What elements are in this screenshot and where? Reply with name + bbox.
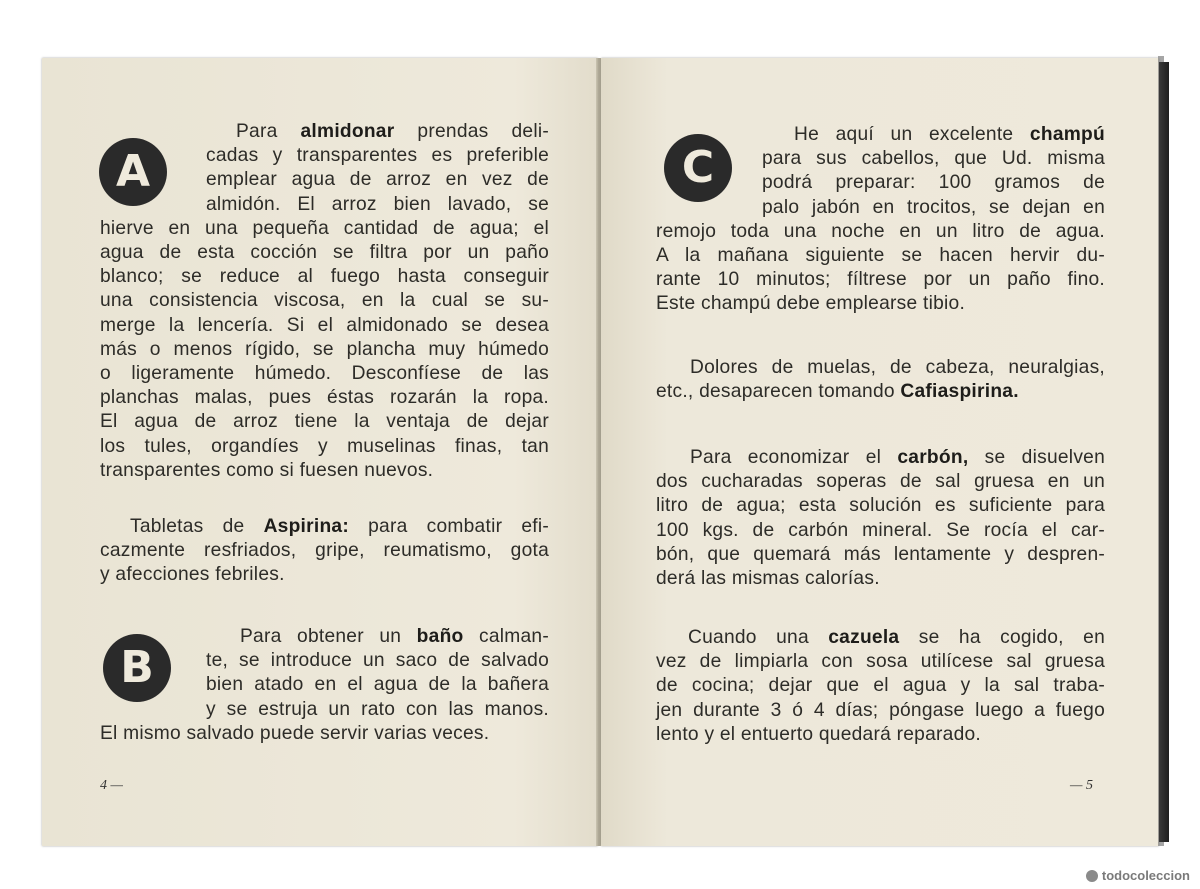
text-line: planchas malas, pues éstas rozarán la ropa. — [100, 387, 549, 409]
text-line: lento y el entuerto quedará reparado. — [656, 723, 982, 745]
text-line: merge la lencería. Si el almidonado se desea — [100, 314, 549, 336]
section-b-lines — [100, 625, 549, 746]
text-line: Cuando una cazuela se ha cogido, en — [688, 627, 1105, 648]
section-c-lines — [656, 123, 1105, 317]
text-line: Para almidonar prendas deli- — [236, 121, 549, 142]
text-line: transparentes como si fuesen nuevos. — [100, 459, 434, 481]
text-line: de cocina; dejar que el agua y la sal traba- — [656, 675, 1105, 697]
text-line: almidón. El arroz bien lavado, se — [206, 193, 549, 215]
text-line: más o menos rígido, se plancha muy húmedo — [100, 338, 549, 360]
cazuela-lines — [656, 626, 1105, 747]
text-line: agua de esta cocción se filtra por un paño — [100, 242, 549, 264]
text-line: para sus cabellos, que Ud. misma — [762, 148, 1105, 170]
section-a-text — [100, 120, 549, 483]
cazuela-text — [656, 626, 1105, 747]
text-line: palo jabón en trocitos, se dejan en — [762, 196, 1105, 218]
drop-cap-b: B — [103, 634, 171, 702]
page-number-right: — 5 — [1070, 778, 1093, 793]
text-line: A la mañana siguiente se hacen hervir du- — [656, 245, 1105, 267]
text-line: vez de limpiarla con sosa utilícese sal gruesa — [656, 651, 1105, 673]
text-line: El agua de arroz tiene la ventaja de dejar — [100, 411, 549, 433]
aspirina-text — [100, 515, 549, 588]
drop-cap-a: A — [99, 138, 167, 206]
text-line: una consistencia viscosa, en la cual se su- — [100, 290, 549, 312]
text-line: etc., desaparecen tomando Cafiaspirina. — [656, 381, 1019, 403]
cafiaspirina-lines — [656, 356, 1105, 404]
watermark-logo-icon — [1086, 870, 1098, 882]
text-line: jen durante 3 ó 4 días; póngase luego a fuego — [656, 699, 1105, 721]
text-line: El mismo salvado puede servir varias veces. — [100, 722, 490, 744]
text-line: emplear agua de arroz en vez de — [206, 169, 549, 191]
section-b-text — [100, 625, 549, 746]
text-line: 100 kgs. de carbón mineral. Se rocía el car- — [656, 519, 1105, 541]
text-line: los tules, organdíes y muselinas finas, tan — [100, 435, 549, 457]
drop-cap-c: C — [664, 134, 732, 202]
text-line: rante 10 minutos; fíltrese por un paño fino. — [656, 269, 1105, 291]
text-line: dos cucharadas soperas de sal gruesa en un — [656, 471, 1105, 493]
text-line: hierve en una pequeña cantidad de agua; el — [100, 217, 549, 239]
text-line: y se estruja un rato con las manos. — [206, 698, 549, 720]
carbon-lines — [656, 446, 1105, 591]
text-line: remojo toda una noche en un litro de agua. — [656, 220, 1105, 242]
text-line: podrá preparar: 100 gramos de — [762, 172, 1105, 194]
cafiaspirina-text — [656, 356, 1105, 404]
section-a-lines — [100, 120, 549, 483]
text-line: Dolores de muelas, de cabeza, neuralgias, — [690, 357, 1105, 378]
text-line: Tabletas de Aspirina: para combatir efi- — [130, 516, 549, 537]
text-line: derá las mismas calorías. — [656, 568, 880, 590]
carbon-text — [656, 446, 1105, 591]
text-line: bón, que quemará más lentamente y despren- — [656, 543, 1105, 565]
aspirina-lines — [100, 515, 549, 588]
text-line: bien atado en el agua de la bañera — [206, 674, 549, 696]
text-line: te, se introduce un saco de salvado — [206, 650, 549, 672]
text-line: Para obtener un baño calman- — [240, 626, 549, 647]
watermark — [1086, 868, 1190, 883]
text-line: cazmente resfriados, gripe, reumatismo, gota — [100, 540, 549, 562]
text-line: Para economizar el carbón, se disuelven — [690, 447, 1106, 468]
text-line: Este champú debe emplearse tibio. — [656, 293, 966, 315]
text-line: y afecciones febriles. — [100, 564, 285, 586]
text-line: o ligeramente húmedo. Desconfíese de las — [100, 363, 549, 385]
watermark-text: todocoleccion — [1101, 868, 1190, 883]
cover-edge — [1159, 62, 1169, 842]
page-number-left: 4 — — [100, 778, 123, 793]
text-line: litro de agua; esta solución es suficiente para — [656, 495, 1105, 517]
text-line: cadas y transparentes es preferible — [206, 145, 549, 167]
text-line: blanco; se reduce al fuego hasta conseguir — [100, 266, 549, 288]
text-line: He aquí un excelente champú — [794, 124, 1105, 145]
section-c-text — [656, 123, 1105, 317]
